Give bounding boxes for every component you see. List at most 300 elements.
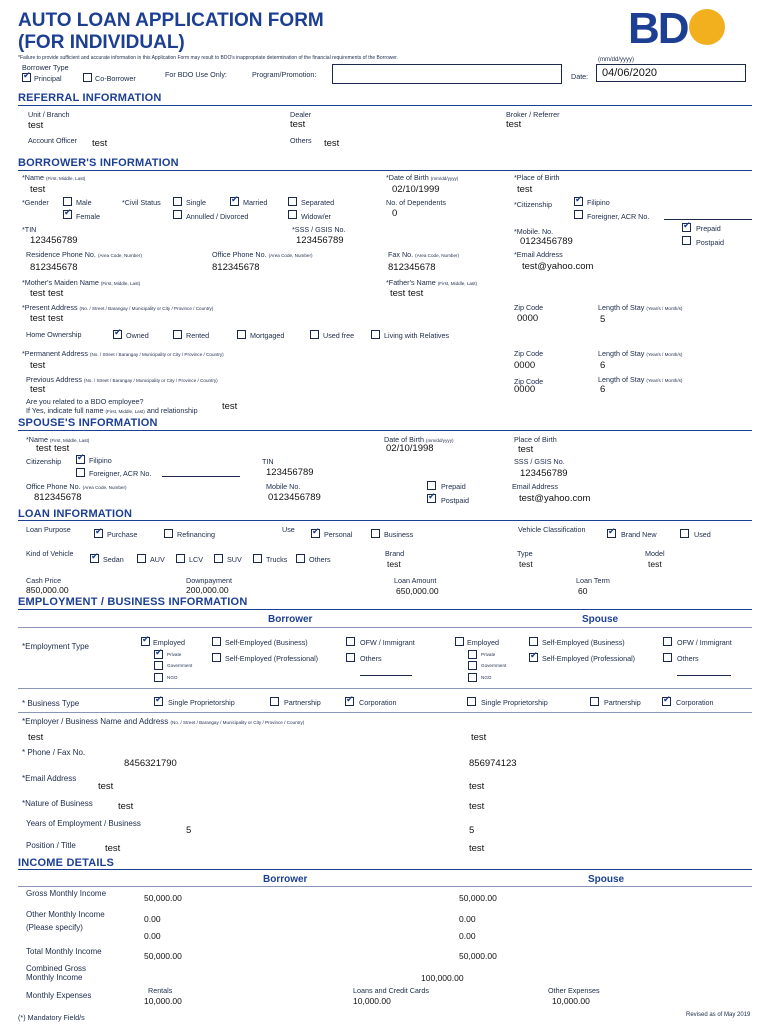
position-label: Position / Title xyxy=(26,841,76,850)
b-others-checkbox[interactable] xyxy=(346,653,355,662)
others-label: Others xyxy=(290,136,312,145)
type-label: Type xyxy=(517,549,533,558)
foreigner-checkbox[interactable] xyxy=(574,210,583,219)
b-corporation-label: Corporation xyxy=(359,698,397,707)
bdo-logo-o-icon xyxy=(689,9,725,45)
spouse-rule xyxy=(18,430,752,431)
perm-label xyxy=(22,349,224,358)
spouse-name-label-text: *Name xyxy=(26,435,48,444)
s-self-business-checkbox[interactable] xyxy=(529,637,538,646)
income-rule xyxy=(18,869,752,870)
off-phone-value[interactable]: 812345678 xyxy=(212,262,260,273)
s-others-checkbox[interactable] xyxy=(663,653,672,662)
s-other-income-1[interactable]: 0.00 xyxy=(459,914,476,924)
s-sole-checkbox[interactable] xyxy=(467,697,476,706)
res-phone-label-text: Residence Phone No. xyxy=(26,250,96,259)
b-emp-email-value[interactable]: test xyxy=(98,781,114,792)
employment-rule xyxy=(18,609,752,610)
cash-price-value[interactable]: 850,000.00 xyxy=(26,585,69,595)
off-phone-label-text: Office Phone No. xyxy=(212,250,267,259)
others-value[interactable]: test xyxy=(324,138,340,149)
business-type-rule xyxy=(18,712,752,713)
loan-term-value[interactable]: 60 xyxy=(578,586,588,596)
s-government-checkbox[interactable] xyxy=(468,661,477,670)
rentals-value[interactable]: 10,000.00 xyxy=(144,996,182,1006)
borrower-rule xyxy=(18,170,752,171)
monthly-expenses-label: Monthly Expenses xyxy=(26,991,92,1000)
dealer-label: Dealer xyxy=(290,110,312,119)
res-phone-label xyxy=(26,250,142,259)
s-ngo-label: NGO xyxy=(481,675,492,680)
sedan-checkbox[interactable] xyxy=(90,554,99,563)
b-self-business-checkbox[interactable] xyxy=(212,637,221,646)
spouse-filipino-checkbox[interactable] xyxy=(76,455,85,464)
s-others-label: Others xyxy=(677,654,699,663)
stay-value[interactable]: 5 xyxy=(600,314,606,325)
program-input[interactable] xyxy=(332,64,562,84)
mother-label-text: *Mother's Maiden Name xyxy=(22,278,99,287)
date-format-hint: (mm/dd/yyyy) xyxy=(598,57,634,63)
b-others-line[interactable] xyxy=(360,675,412,676)
emp-email-label: *Email Address xyxy=(22,774,77,783)
employment-spouse-head: Spouse xyxy=(582,614,619,625)
off-phone-hint: (Area Code, Number) xyxy=(268,253,313,258)
b-private-label: Private xyxy=(167,652,182,657)
off-phone-label xyxy=(212,250,313,259)
loan-purpose-label: Loan Purpose xyxy=(26,525,71,534)
postpaid-checkbox[interactable] xyxy=(682,236,691,245)
home-ownership-label: Home Ownership xyxy=(26,330,82,339)
trucks-label: Trucks xyxy=(266,555,288,564)
mother-hint: (First, Middle, Last) xyxy=(100,281,141,286)
used-label: Used xyxy=(694,530,711,539)
used-free-checkbox[interactable] xyxy=(310,330,319,339)
personal-label: Personal xyxy=(324,530,353,539)
s-government-label: Government xyxy=(481,663,507,668)
date-value: 04/06/2020 xyxy=(602,67,658,79)
living-label: Living with Relatives xyxy=(384,331,450,340)
borrower-section-title: BORROWER'S INFORMATION xyxy=(18,157,179,169)
spouse-postpaid-checkbox[interactable] xyxy=(427,494,436,503)
mobile-label: *Mobile. No. xyxy=(514,227,554,236)
dob-label xyxy=(386,173,458,182)
nature-label: *Nature of Business xyxy=(22,799,93,808)
rented-label: Rented xyxy=(186,331,210,340)
s-corporation-checkbox[interactable] xyxy=(662,697,671,706)
spouse-postpaid-label: Postpaid xyxy=(441,496,469,505)
mandatory-note: (*) Mandatory Field/s xyxy=(18,1013,85,1022)
b-employed-label: Employed xyxy=(153,638,185,647)
perm-hint: (No. / Street / Barangay / Municipality or City / Province / Country) xyxy=(89,352,224,357)
other-expenses-label: Other Expenses xyxy=(548,986,600,995)
prev-stay-value[interactable]: 6 xyxy=(600,384,606,395)
citizenship-label: *Citizenship xyxy=(514,200,552,209)
employment-type-rule xyxy=(18,688,752,689)
male-label: Male xyxy=(76,198,92,207)
s-nature-value[interactable]: test xyxy=(469,801,485,812)
spouse-prepaid-label: Prepaid xyxy=(441,482,466,491)
prev-value[interactable]: test xyxy=(30,384,46,395)
female-label: Female xyxy=(76,212,100,221)
other-income-specify: (Please specify) xyxy=(26,923,83,932)
b-sole-label: Single Proprietorship xyxy=(168,698,235,707)
personal-checkbox[interactable] xyxy=(311,529,320,538)
zip-value[interactable]: 0000 xyxy=(517,313,539,324)
purchase-checkbox[interactable] xyxy=(94,529,103,538)
spouse-tin-value[interactable]: 123456789 xyxy=(266,467,314,478)
perm-zip-label: Zip Code xyxy=(514,349,544,358)
co-borrower-label: Co-Borrower xyxy=(95,74,136,83)
income-borrower-head: Borrower xyxy=(263,874,308,885)
prev-label xyxy=(26,375,218,384)
dependents-value[interactable]: 0 xyxy=(392,208,398,219)
spouse-filipino-label: Filipino xyxy=(89,456,112,465)
perm-stay-label-text: Length of Stay xyxy=(598,349,645,358)
father-label xyxy=(386,278,477,287)
married-checkbox[interactable] xyxy=(230,197,239,206)
b-ofw-checkbox[interactable] xyxy=(346,637,355,646)
prepaid-label: Prepaid xyxy=(696,224,721,233)
income-spouse-head: Spouse xyxy=(588,874,625,885)
filipino-label: Filipino xyxy=(587,198,610,207)
kind-of-vehicle-label: Kind of Vehicle xyxy=(26,549,74,558)
program-label: Program/Promotion: xyxy=(252,70,317,79)
spouse-sss-label: SSS / GSIS No. xyxy=(514,457,565,466)
model-value[interactable]: test xyxy=(648,559,662,569)
annulled-checkbox[interactable] xyxy=(173,210,182,219)
spouse-off-phone-hint: (Area Code, Number) xyxy=(82,485,127,490)
present-hint: (No. / Street / Barangay / Municipality or City / Province / Country) xyxy=(79,306,214,311)
sedan-label: Sedan xyxy=(103,555,124,564)
name-value[interactable]: test xyxy=(30,184,46,195)
model-label: Model xyxy=(645,549,665,558)
b-employed-checkbox[interactable] xyxy=(141,637,150,646)
filipino-checkbox[interactable] xyxy=(574,197,583,206)
disclaimer: *Failure to provide sufficient and accurate information in this Application Form may result to BDO's inappropriate determination of the financial requirements of the Borrower. xyxy=(18,55,398,61)
downpayment-value[interactable]: 200,000.00 xyxy=(186,585,229,595)
phone-fax-label: * Phone / Fax No. xyxy=(22,748,86,757)
present-value[interactable]: test test xyxy=(30,313,64,324)
email-label: *Email Address xyxy=(514,250,563,259)
s-corporation-label: Corporation xyxy=(676,698,714,707)
dealer-value[interactable]: test xyxy=(290,119,306,130)
b-other-income-2[interactable]: 0.00 xyxy=(144,931,161,941)
prev-stay-label-text: Length of Stay xyxy=(598,375,645,384)
suv-checkbox[interactable] xyxy=(214,554,223,563)
b-gross-income-value[interactable]: 50,000.00 xyxy=(144,893,182,903)
single-label: Single xyxy=(186,198,206,207)
perm-value[interactable]: test xyxy=(30,360,46,371)
father-value[interactable]: test test xyxy=(390,288,424,299)
present-label xyxy=(22,303,213,312)
foreigner-label: Foreigner, ACR No. xyxy=(587,212,650,221)
s-ofw-checkbox[interactable] xyxy=(663,637,672,646)
b-government-label: Government xyxy=(167,663,193,668)
use-label: Use xyxy=(282,525,295,534)
spouse-mobile-label: Mobile No. xyxy=(266,482,301,491)
related-value[interactable]: test xyxy=(222,401,238,412)
employer-label xyxy=(22,717,304,726)
vehicle-others-checkbox[interactable] xyxy=(296,554,305,563)
b-others-label: Others xyxy=(360,654,382,663)
rentals-label: Rentals xyxy=(148,986,173,995)
sss-value[interactable]: 123456789 xyxy=(296,235,344,246)
father-label-text: *Father's Name xyxy=(386,278,436,287)
fax-hint: (Area Code, Number) xyxy=(415,253,460,258)
s-ofw-label: OFW / Immigrant xyxy=(677,638,732,647)
s-total-income-value[interactable]: 50,000.00 xyxy=(459,951,497,961)
income-section-title: INCOME DETAILS xyxy=(18,857,115,869)
b-self-professional-checkbox[interactable] xyxy=(212,653,221,662)
spouse-section-title: SPOUSE'S INFORMATION xyxy=(18,417,158,429)
mortgaged-checkbox[interactable] xyxy=(237,330,246,339)
loan-amount-label: Loan Amount xyxy=(394,576,437,585)
dob-value[interactable]: 02/10/1999 xyxy=(392,184,440,195)
bdo-use-label: For BDO Use Only: xyxy=(165,70,227,79)
b-ngo-label: NGO xyxy=(167,675,178,680)
gross-income-label: Gross Monthly Income xyxy=(26,889,107,898)
spouse-dob-hint: (mm/dd/yyyy) xyxy=(425,438,454,443)
spouse-foreigner-label: Foreigner, ACR No. xyxy=(89,469,152,478)
spouse-tin-label: TIN xyxy=(262,457,274,466)
stay-label-text: Length of Stay xyxy=(598,303,645,312)
prepaid-checkbox[interactable] xyxy=(682,223,691,232)
employment-section-title: EMPLOYMENT / BUSINESS INFORMATION xyxy=(18,596,248,608)
name-label-text: *Name xyxy=(22,173,44,182)
spouse-mobile-value[interactable]: 0123456789 xyxy=(268,492,321,503)
trucks-checkbox[interactable] xyxy=(253,554,262,563)
related-instruction xyxy=(26,406,198,415)
spouse-prepaid-checkbox[interactable] xyxy=(427,481,436,490)
combined-income-label-2: Monthly Income xyxy=(26,973,83,982)
unit-label: Unit / Branch xyxy=(28,110,70,119)
rented-checkbox[interactable] xyxy=(173,330,182,339)
owned-label: Owned xyxy=(126,331,149,340)
father-hint: (First, Middle, Last) xyxy=(437,281,478,286)
type-value[interactable]: test xyxy=(519,559,533,569)
spouse-off-phone-label-text: Office Phone No. xyxy=(26,482,81,491)
res-phone-value[interactable]: 812345678 xyxy=(30,262,78,273)
spouse-citizenship-label: Citizenship xyxy=(26,457,62,466)
b-other-income-1[interactable]: 0.00 xyxy=(144,914,161,924)
broker-label: Broker / Referrer xyxy=(506,110,560,119)
b-government-checkbox[interactable] xyxy=(154,661,163,670)
b-self-professional-label: Self-Employed (Professional) xyxy=(225,654,319,663)
loans-credit-label: Loans and Credit Cards xyxy=(353,986,429,995)
widower-checkbox[interactable] xyxy=(288,210,297,219)
lcv-checkbox[interactable] xyxy=(176,554,185,563)
s-others-line[interactable] xyxy=(677,675,731,676)
gender-label: *Gender xyxy=(22,198,49,207)
married-label: Married xyxy=(243,198,268,207)
related-relationship-text: and relationship xyxy=(146,406,198,415)
perm-stay-label xyxy=(598,349,682,358)
male-checkbox[interactable] xyxy=(63,197,72,206)
loan-rule xyxy=(18,520,752,521)
s-employed-label: Employed xyxy=(467,638,499,647)
b-position-value[interactable]: test xyxy=(105,843,121,854)
loans-credit-value[interactable]: 10,000.00 xyxy=(353,996,391,1006)
brand-value[interactable]: test xyxy=(387,559,401,569)
b-total-income-value[interactable]: 50,000.00 xyxy=(144,951,182,961)
loan-amount-value[interactable]: 650,000.00 xyxy=(396,586,439,596)
s-years-value[interactable]: 5 xyxy=(469,825,475,836)
dependents-label: No. of Dependents xyxy=(386,198,446,207)
present-label-text: *Present Address xyxy=(22,303,78,312)
prev-hint: (No. / Street / Barangay / Municipality or City / Province / Country) xyxy=(83,378,218,383)
combined-income-label: Combined Gross xyxy=(26,964,87,973)
perm-stay-value[interactable]: 6 xyxy=(600,360,606,371)
s-emp-email-value[interactable]: test xyxy=(469,781,485,792)
female-checkbox[interactable] xyxy=(63,210,72,219)
spouse-sss-value[interactable]: 123456789 xyxy=(520,468,568,479)
separated-label: Separated xyxy=(301,198,335,207)
b-partnership-label: Partnership xyxy=(284,698,321,707)
loan-section-title: LOAN INFORMATION xyxy=(18,508,133,520)
s-phone-value[interactable]: 856974123 xyxy=(469,758,517,769)
b-years-value[interactable]: 5 xyxy=(186,825,192,836)
prev-zip-value[interactable]: 0000 xyxy=(514,384,536,395)
pob-label: *Place of Birth xyxy=(514,173,560,182)
tin-value[interactable]: 123456789 xyxy=(30,235,78,246)
spouse-acr-no-line[interactable] xyxy=(162,476,240,477)
years-label: Years of Employment / Business xyxy=(26,819,141,828)
bdo-logo-text: BD xyxy=(628,4,688,53)
related-instruction-text: If Yes, indicate full name xyxy=(26,406,104,415)
stay-hint: (Year/s / Month/s) xyxy=(646,306,683,311)
referral-section-title: REFERRAL INFORMATION xyxy=(18,92,162,104)
spouse-email-label: Email Address xyxy=(512,482,558,491)
s-gross-income-value[interactable]: 50,000.00 xyxy=(459,893,497,903)
loan-term-label: Loan Term xyxy=(576,576,610,585)
separated-checkbox[interactable] xyxy=(288,197,297,206)
other-expenses-value[interactable]: 10,000.00 xyxy=(552,996,590,1006)
mother-value[interactable]: test test xyxy=(30,288,64,299)
form-title: AUTO LOAN APPLICATION FORM xyxy=(18,10,324,31)
employer-hint: (No. / Street / Barangay / Municipality or City / Province / Country) xyxy=(170,720,305,725)
spouse-foreigner-checkbox[interactable] xyxy=(76,468,85,477)
spouse-off-phone-value[interactable]: 812345678 xyxy=(34,492,82,503)
tin-label: *TIN xyxy=(22,225,37,234)
employer-label-text: *Employer / Business Name and Address xyxy=(22,717,169,726)
dob-label-text: *Date of Birth xyxy=(386,173,429,182)
name-label xyxy=(22,173,85,182)
single-checkbox[interactable] xyxy=(173,197,182,206)
mobile-value[interactable]: 0123456789 xyxy=(520,236,573,247)
fax-value[interactable]: 812345678 xyxy=(388,262,436,273)
zip-label: Zip Code xyxy=(514,303,544,312)
fax-label-text: Fax No. xyxy=(388,250,414,259)
brand-new-checkbox[interactable] xyxy=(607,529,616,538)
s-private-checkbox[interactable] xyxy=(468,650,477,659)
fax-label xyxy=(388,250,459,259)
co-borrower-checkbox[interactable] xyxy=(83,73,92,82)
prev-stay-hint: (Year/s / Month/s) xyxy=(646,378,683,383)
perm-zip-value[interactable]: 0000 xyxy=(514,360,536,371)
refinancing-checkbox[interactable] xyxy=(164,529,173,538)
s-employed-checkbox[interactable] xyxy=(455,637,464,646)
widower-label: Widow/er xyxy=(301,212,331,221)
s-ngo-checkbox[interactable] xyxy=(468,673,477,682)
b-self-business-label: Self-Employed (Business) xyxy=(225,638,308,647)
brand-label: Brand xyxy=(385,549,405,558)
living-checkbox[interactable] xyxy=(371,330,380,339)
b-nature-value[interactable]: test xyxy=(118,801,134,812)
total-income-label: Total Monthly Income xyxy=(26,947,102,956)
s-employer-value[interactable]: test xyxy=(471,732,487,743)
broker-value[interactable]: test xyxy=(506,119,522,130)
spouse-pob-value[interactable]: test xyxy=(518,444,534,455)
annulled-label: Annulled / Divorced xyxy=(186,212,249,221)
refinancing-label: Refinancing xyxy=(177,530,215,539)
s-position-value[interactable]: test xyxy=(469,843,485,854)
auv-checkbox[interactable] xyxy=(137,554,146,563)
owned-checkbox[interactable] xyxy=(113,330,122,339)
spouse-pob-label: Place of Birth xyxy=(514,435,557,444)
auv-label: AUV xyxy=(150,555,165,564)
stay-label xyxy=(598,303,682,312)
postpaid-label: Postpaid xyxy=(696,238,724,247)
b-ngo-checkbox[interactable] xyxy=(154,673,163,682)
cash-price-label: Cash Price xyxy=(26,576,62,585)
sss-label: *SSS / GSIS No. xyxy=(292,225,346,234)
s-self-professional-label: Self-Employed (Professional) xyxy=(542,654,636,663)
b-phone-value[interactable]: 8456321790 xyxy=(124,758,177,769)
unit-value[interactable]: test xyxy=(28,120,44,131)
combined-income-value[interactable]: 100,000.00 xyxy=(421,973,464,983)
vehicle-class-label: Vehicle Classification xyxy=(518,525,586,534)
s-self-business-label: Self-Employed (Business) xyxy=(542,638,625,647)
b-ofw-label: OFW / Immigrant xyxy=(360,638,415,647)
income-head-rule xyxy=(18,886,752,887)
email-value[interactable]: test@yahoo.com xyxy=(522,261,594,272)
b-private-checkbox[interactable] xyxy=(154,650,163,659)
b-partnership-checkbox[interactable] xyxy=(270,697,279,706)
used-checkbox[interactable] xyxy=(680,529,689,538)
spouse-email-value[interactable]: test@yahoo.com xyxy=(519,493,591,504)
downpayment-label: Downpayment xyxy=(186,576,232,585)
business-label: Business xyxy=(384,530,414,539)
related-question: Are you related to a BDO employee? xyxy=(26,397,144,406)
employment-type-label: *Employment Type xyxy=(22,642,89,651)
b-employer-value[interactable]: test xyxy=(28,732,44,743)
bdo-logo xyxy=(628,4,725,54)
s-partnership-checkbox[interactable] xyxy=(590,697,599,706)
spouse-dob-value[interactable]: 02/10/1998 xyxy=(386,443,434,454)
employment-head-rule xyxy=(18,627,752,628)
officer-value[interactable]: test xyxy=(92,138,108,149)
b-sole-checkbox[interactable] xyxy=(154,697,163,706)
employment-borrower-head: Borrower xyxy=(268,614,313,625)
s-self-professional-checkbox[interactable] xyxy=(529,653,538,662)
principal-checkbox[interactable] xyxy=(22,73,31,82)
business-checkbox[interactable] xyxy=(371,529,380,538)
spouse-dob-label-text: Date of Birth xyxy=(384,435,424,444)
s-other-income-2[interactable]: 0.00 xyxy=(459,931,476,941)
spouse-name-value[interactable]: test test xyxy=(36,443,70,454)
res-phone-hint: (Area Code, Number) xyxy=(97,253,142,258)
acr-no-line[interactable] xyxy=(664,219,752,220)
prev-label-text: Previous Address xyxy=(26,375,82,384)
b-corporation-checkbox[interactable] xyxy=(345,697,354,706)
related-hint: (First, Middle, Last) xyxy=(105,409,145,414)
civil-status-label: *Civil Status xyxy=(122,198,161,207)
mother-label xyxy=(22,278,140,287)
borrower-type-label: Borrower Type xyxy=(22,63,69,72)
s-private-label: Private xyxy=(481,652,496,657)
pob-value[interactable]: test xyxy=(517,184,533,195)
vehicle-others-label: Others xyxy=(309,555,331,564)
